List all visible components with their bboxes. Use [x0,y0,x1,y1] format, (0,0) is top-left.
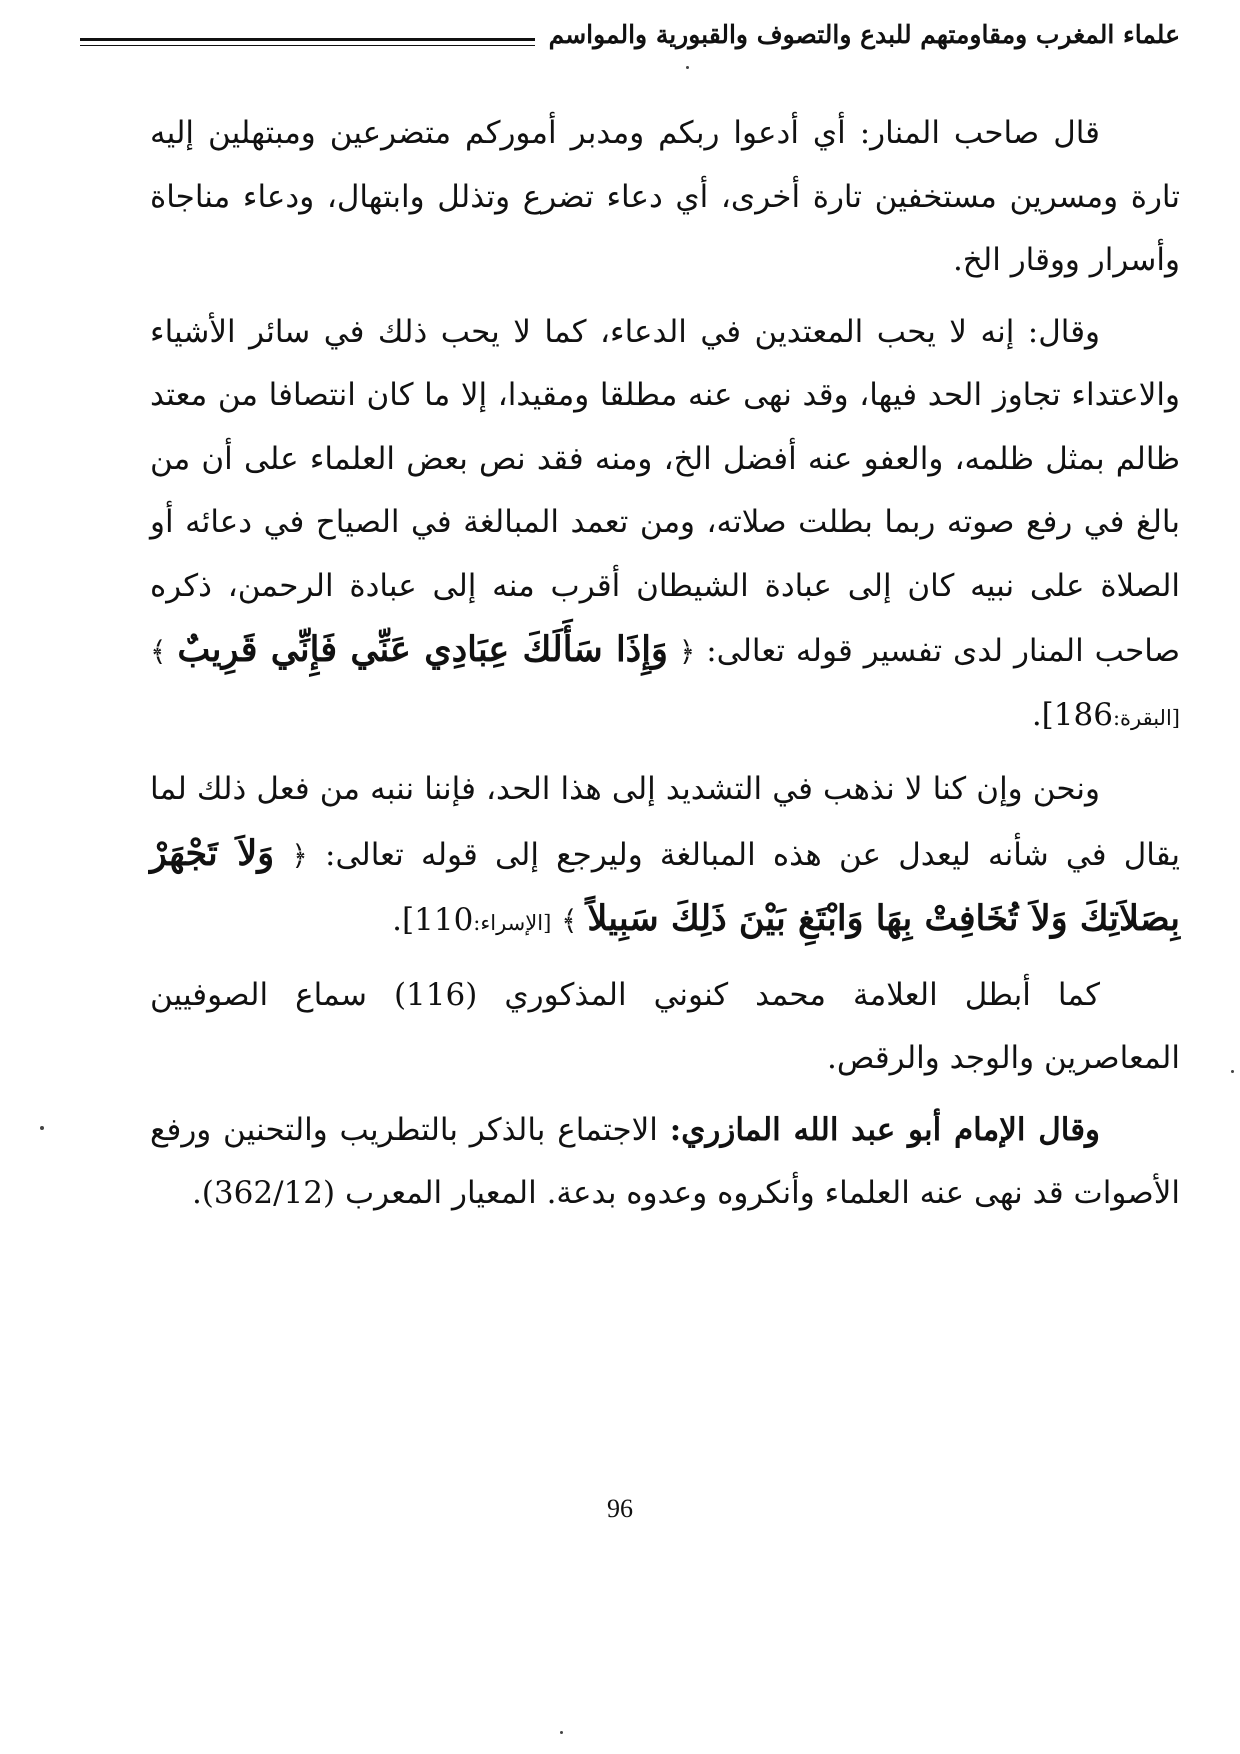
scan-speck [40,1126,44,1130]
header-rule [80,38,535,41]
paragraph-2-text: وقال: إنه لا يحب المعتدين في الدعاء، كما لا يحب ذلك في سائر الأشياء والاعتداء تجاوز الحد فيها، وقد نهى عنه مطلقا ومقيدا، إلا ما كان انتصافا من معتد ظالم بمثل ظلمه، والعفو عنه أفضل الخ، ومنه فقد نص بعض العلماء على أن من بالغ في رفع صوته ربما بطلت صلاته، ومن تعمد المبالغة في الصياح في دعائه أو الصلاة على نبيه كان إلى عبادة الشيطان أقرب منه إلى عبادة الرحمن، ذكره صاحب المنار لدى تفسير قوله تعالى: [150,313,1181,669]
paragraph-5-text: الاجتماع بالذكر بالتطريب والتحنين ورفع الأصوات قد نهى عنه العلماء وأنكروه وعدوه بدعة. المعيار المعرب [150,1111,1180,1211]
paragraph-3 [150,758,1180,956]
scan-speck [686,66,689,69]
verse-reference-label: [الإسراء: [473,911,552,935]
verse-reference-end: ]. [392,902,415,938]
header-title: علماء المغرب ومقاومتهم للبدع والتصوف والقبورية والمواسم [548,19,1180,49]
paragraph-4 [150,964,1180,1091]
page-number: 96 [607,1494,633,1523]
paragraph-1: قال صاحب المنار: أي أدعوا ربكم ومدبر أموركم متضرعين ومبتهلين إليه تارة ومسرين مستخفين تارة أخرى، أي دعاء تضرع وتذلل وابتهال، ودعاء مناجاة وأسرار ووقار الخ. [150,115,1180,278]
running-header [80,14,1180,54]
scan-speck [1231,1070,1234,1073]
verse-reference-end: ]. [1031,696,1054,733]
quran-bracket-close: ﴾ [150,635,167,668]
verse-reference-number: 110 [414,902,474,938]
paragraph-4-text-before: كما أبطل العلامة محمد كنوني المذكوري [504,976,1101,1013]
scan-speck [560,1731,563,1734]
quran-verse: وَلاَ تَجْهَرْ بِصَلاَتِكَ وَلاَ تُخَافِتْ بِهَا وَابْتَغِ بَيْنَ ذَلِكَ سَبِيلاً [150,832,1180,939]
quran-bracket-open: ﴿ [678,635,696,668]
paragraph-5 [150,1099,1180,1226]
paragraph-3-text: ونحن وإن كنا لا نذهب في التشديد إلى هذا الحد، فإننا ننبه من فعل ذلك لما يقال في شأنه ليعدل عن هذه المبالغة وليرجع إلى قوله تعالى: [150,771,1181,873]
paragraph-5-lead: وقال الإمام أبو عبد الله المازري: [669,1111,1101,1148]
quran-bracket-open: ﴿ [291,838,308,872]
quran-bracket-close: ﴾ [561,904,578,937]
verse-reference-label: [البقرة: [1112,705,1180,730]
verse-reference-number: 186 [1053,696,1113,733]
body-text [150,102,1180,1234]
quran-verse: وَإِذَا سَأَلَكَ عِبَادِي عَنِّي فَإِنِّي قَرِيبٌ [177,629,668,670]
paragraph-2 [150,301,1180,751]
footnote-marker: (116) [393,976,478,1013]
paragraph-4-text-after: سماع الصوفيين المعاصرين والوجد والرقص. [150,976,1180,1076]
source-citation: (362/12). [191,1175,336,1211]
